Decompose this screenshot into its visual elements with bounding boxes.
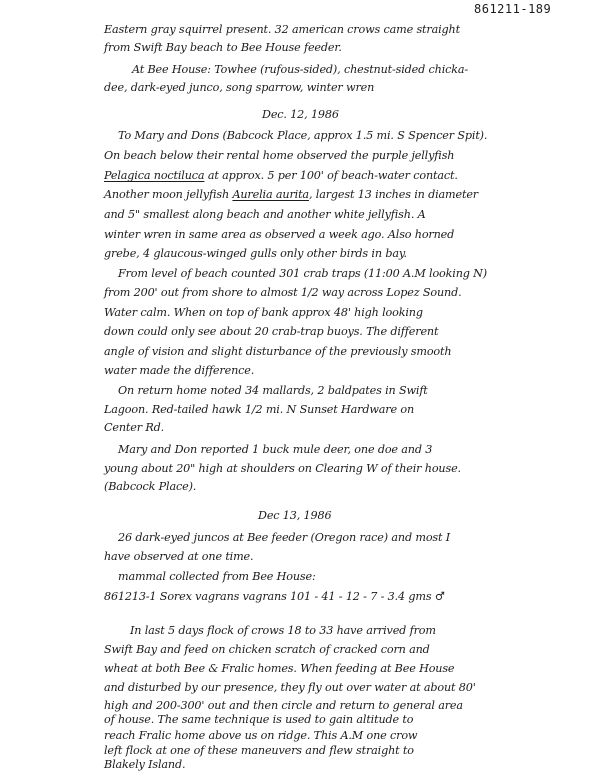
note-line: From level of beach counted 301 crab traps (11:00 A.M looking N) (118, 267, 488, 280)
note-line: from Swift Bay beach to Bee House feeder. (104, 41, 342, 54)
note-line: angle of vision and slight disturbance of the previously smooth (104, 345, 452, 358)
note-line: Center Rd. (104, 421, 165, 434)
note-line: from 200' out from shore to almost 1/2 way across Lopez Sound. (104, 286, 462, 299)
specimen-record: 861213-1 Sorex vagrans vagrans 101 - 41 - 12 - 7 - 3.4 gms ♂ (104, 590, 445, 603)
note-line: (Babcock Place). (104, 480, 197, 493)
note-line: Water calm. When on top of bank approx 48' high looking (104, 306, 423, 319)
note-line: dee, dark-eyed junco, song sparrow, winter wren (104, 81, 375, 94)
note-line: and 5" smallest along beach and another white jellyfish. A (104, 208, 426, 221)
note-line: Lagoon. Red-tailed hawk 1/2 mi. N Sunset Hardware on (104, 403, 415, 416)
note-line: have observed at one time. (104, 550, 254, 563)
note-line: water made the difference. (104, 364, 255, 377)
note-line: left flock at one of these maneuvers and flew straight to (104, 744, 414, 757)
note-line: Swift Bay and feed on chicken scratch of cracked corn and (104, 643, 430, 656)
note-line: To Mary and Dons (Babcock Place, approx 1.5 mi. S Spencer Spit). (118, 129, 488, 142)
entry-date: Dec. 12, 1986 (262, 108, 339, 121)
note-line: grebe, 4 glaucous-winged gulls only other birds in bay. (104, 247, 407, 260)
species-name: Aurelia aurita (232, 188, 309, 201)
note-line: In last 5 days flock of crows 18 to 33 have arrived from (130, 624, 436, 637)
note-line: down could only see about 20 crab-trap buoys. The different (104, 325, 439, 338)
note-line: young about 20" high at shoulders on Clearing W of their house. (104, 462, 461, 475)
note-line: high and 200-300' out and then circle and return to general area (104, 699, 463, 712)
note-line: Mary and Don reported 1 buck mule deer, one doe and 3 (118, 443, 433, 456)
entry-date: Dec 13, 1986 (258, 509, 332, 522)
note-line: of house. The same technique is used to gain altitude to (104, 713, 414, 726)
note-line: Eastern gray squirrel present. 32 american crows came straight (104, 23, 460, 36)
note-line: At Bee House: Towhee (rufous-sided), chestnut-sided chicka- (132, 63, 469, 76)
note-line: wheat at both Bee & Fralic homes. When feeding at Bee House (104, 662, 455, 675)
note-line: and disturbed by our presence, they fly out over water at about 80' (104, 681, 476, 694)
note-line: On return home noted 34 mallards, 2 baldpates in Swift (118, 384, 428, 397)
species-name: Pelagica noctiluca (104, 169, 205, 182)
note-line: Another moon jellyfish Aurelia aurita, largest 13 inches in diameter (104, 188, 478, 201)
note-line: 26 dark-eyed juncos at Bee feeder (Oregon race) and most I (118, 531, 451, 544)
note-line: mammal collected from Bee House: (118, 570, 316, 583)
note-line: On beach below their rental home observed the purple jellyfish (104, 149, 455, 162)
note-line: reach Fralic home above us on ridge. This A.M one crow (104, 729, 418, 742)
note-line: Blakely Island. (104, 758, 186, 771)
note-line: Pelagica noctiluca at approx. 5 per 100' of beach-water contact. (104, 169, 458, 182)
catalog-number: 861211-189 (474, 2, 552, 16)
note-line: winter wren in same area as observed a week ago. Also horned (104, 228, 455, 241)
